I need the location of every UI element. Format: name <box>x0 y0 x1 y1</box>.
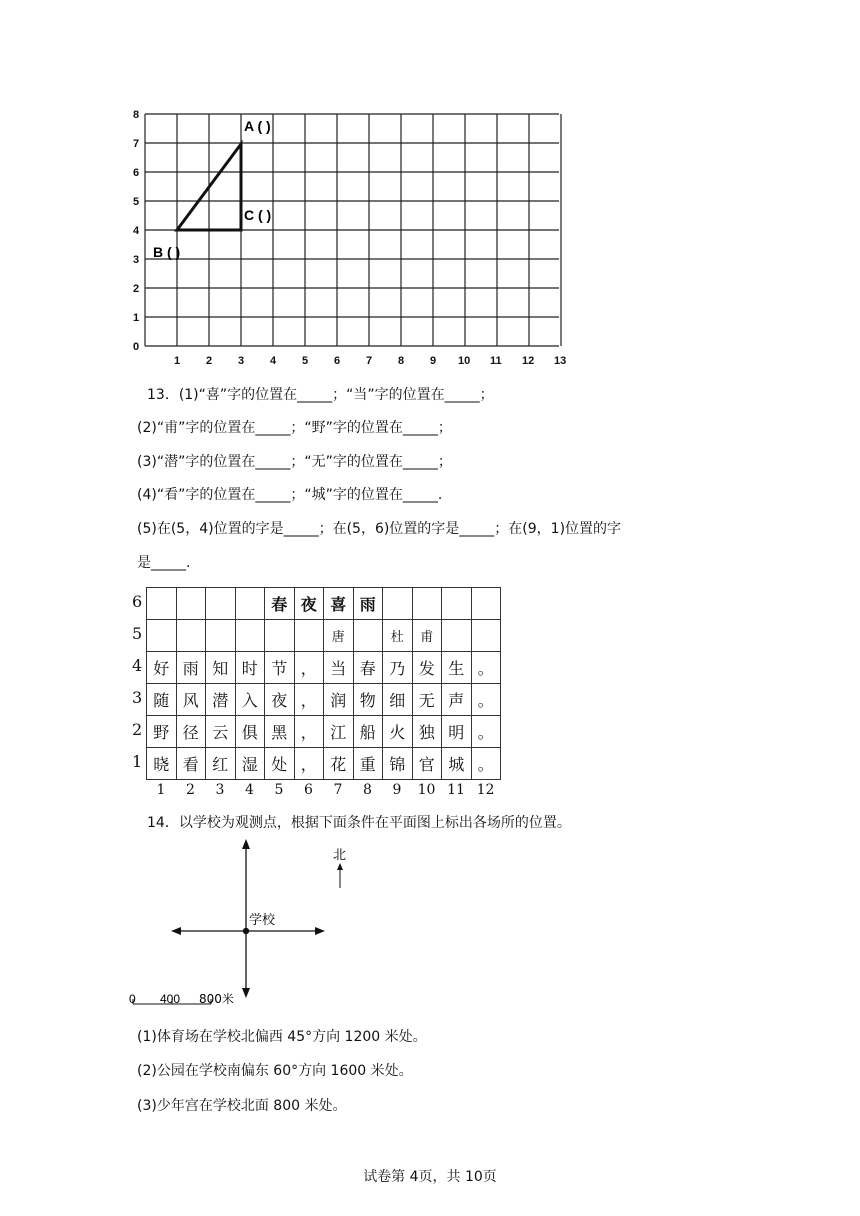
poem-cell: 喜 <box>324 588 354 620</box>
poem-cell: 好 <box>147 652 177 684</box>
poem-cell <box>471 620 501 652</box>
grid-x-tick-label: 8 <box>398 355 405 367</box>
poem-row-label: 2 <box>132 720 143 739</box>
poem-cell <box>353 620 383 652</box>
grid-x-tick-label: 6 <box>334 355 341 367</box>
poem-col-label: 2 <box>186 782 195 798</box>
poem-cell: 野 <box>147 716 177 748</box>
poem-cell: 雨 <box>176 652 206 684</box>
poem-cell: 。 <box>471 652 501 684</box>
poem-cell <box>235 620 265 652</box>
poem-row-label: 3 <box>132 688 143 707</box>
grid-y-tick-label: 2 <box>133 283 140 295</box>
q13-line3: (3)“潜”字的位置在_____；“无”字的位置在_____； <box>137 454 452 470</box>
poem-cell: 细 <box>383 684 413 716</box>
poem-cell: 径 <box>176 716 206 748</box>
poem-cell: 唐 <box>324 620 354 652</box>
page-footer: 试卷第 4页，共 10页 <box>363 1169 497 1185</box>
q14-line2: (2)公园在学校南偏东 60°方向 1600 米处。 <box>137 1063 413 1079</box>
poem-grid <box>146 587 501 780</box>
poem-cell: 无 <box>412 684 442 716</box>
poem-row-label: 4 <box>132 656 143 675</box>
scale-label-400: 400 <box>160 992 181 1006</box>
poem-cell: 晓 <box>147 748 177 780</box>
poem-col-label: 3 <box>215 782 225 798</box>
poem-cell: 火 <box>383 716 413 748</box>
poem-cell: 杜 <box>383 620 413 652</box>
poem-cell: 润 <box>324 684 354 716</box>
poem-cell <box>147 588 177 620</box>
poem-row <box>147 716 501 748</box>
poem-cell: 声 <box>442 684 472 716</box>
poem-row <box>147 620 501 652</box>
poem-col-label: 8 <box>363 782 372 798</box>
poem-cell: 生 <box>442 652 472 684</box>
poem-cell: 花 <box>324 748 354 780</box>
point-a-label: A ( ) <box>244 118 271 134</box>
poem-cell: 春 <box>353 652 383 684</box>
poem-cell: 城 <box>442 748 472 780</box>
grid-y-tick-label: 5 <box>133 196 140 208</box>
poem-cell: 明 <box>442 716 472 748</box>
q13-line4: (4)“看”字的位置在_____；“城”字的位置在_____. <box>137 487 443 503</box>
poem-cell: 春 <box>265 588 295 620</box>
q13-line2: (2)“甫”字的位置在_____；“野”字的位置在_____； <box>137 420 452 436</box>
poem-cell: 甫 <box>412 620 442 652</box>
direction-map <box>125 838 365 1010</box>
grid-x-tick-label: 10 <box>458 355 471 367</box>
q13-line1: 13．(1)“喜”字的位置在_____；“当”字的位置在_____； <box>147 387 494 403</box>
poem-cell: 夜 <box>265 684 295 716</box>
grid-y-tick-label: 7 <box>133 138 140 150</box>
poem-cell <box>442 588 472 620</box>
grid-x-tick-label: 3 <box>238 355 245 367</box>
poem-cell: 湿 <box>235 748 265 780</box>
poem-col-label: 9 <box>392 782 402 798</box>
poem-cell: 知 <box>206 652 236 684</box>
q14-title: 14．以学校为观测点，根据下面条件在平面图上标出各场所的位置。 <box>147 815 571 831</box>
scale-label-800: 800米 <box>199 992 234 1006</box>
poem-cell: 入 <box>235 684 265 716</box>
poem-cell: ， <box>294 748 324 780</box>
north-label: 北 <box>333 848 347 863</box>
poem-cell: 雨 <box>353 588 383 620</box>
poem-col-label: 7 <box>333 782 343 798</box>
q13-line6: 是_____. <box>137 555 191 571</box>
poem-row <box>147 652 501 684</box>
poem-cell: 独 <box>412 716 442 748</box>
poem-cell: 。 <box>471 684 501 716</box>
poem-cell: 乃 <box>383 652 413 684</box>
grid-x-tick-label: 7 <box>366 355 373 367</box>
grid-x-tick-label: 1 <box>174 355 181 367</box>
poem-row <box>147 748 501 780</box>
poem-cell: 当 <box>324 652 354 684</box>
poem-cell: 处 <box>265 748 295 780</box>
poem-cell: 发 <box>412 652 442 684</box>
poem-cell: 。 <box>471 748 501 780</box>
poem-row <box>147 684 501 716</box>
poem-cell <box>294 620 324 652</box>
poem-cell <box>206 588 236 620</box>
poem-cell: 船 <box>353 716 383 748</box>
poem-cell <box>471 588 501 620</box>
poem-cell <box>235 588 265 620</box>
poem-col-label: 4 <box>245 782 254 798</box>
poem-col-label: 10 <box>417 782 436 798</box>
poem-cell <box>442 620 472 652</box>
grid-x-tick-label: 12 <box>522 355 535 367</box>
poem-cell: 节 <box>265 652 295 684</box>
poem-col-label: 1 <box>156 782 166 798</box>
poem-cell: 重 <box>353 748 383 780</box>
poem-cell <box>412 588 442 620</box>
poem-cell: 。 <box>471 716 501 748</box>
poem-cell <box>206 620 236 652</box>
poem-cell: 俱 <box>235 716 265 748</box>
poem-cell: 随 <box>147 684 177 716</box>
q14-line1: (1)体育场在学校北偏西 45°方向 1200 米处。 <box>137 1029 427 1045</box>
school-label: 学校 <box>249 913 276 928</box>
poem-cell <box>176 588 206 620</box>
poem-cell: 云 <box>206 716 236 748</box>
poem-cell: 锦 <box>383 748 413 780</box>
poem-col-label: 12 <box>476 782 495 798</box>
grid-x-tick-label: 9 <box>430 355 437 367</box>
point-c-label: C ( ) <box>244 207 272 223</box>
poem-cell: 风 <box>176 684 206 716</box>
poem-col-label: 11 <box>447 782 465 798</box>
poem-col-label: 5 <box>274 782 284 798</box>
poem-cell: 黑 <box>265 716 295 748</box>
poem-cell: 潜 <box>206 684 236 716</box>
poem-row <box>147 588 501 620</box>
poem-cell: 官 <box>412 748 442 780</box>
poem-cell: 看 <box>176 748 206 780</box>
poem-row-label: 5 <box>132 624 143 643</box>
grid-x-tick-label: 2 <box>206 355 213 367</box>
scale-label-0: 0 <box>129 992 136 1006</box>
school-point <box>243 928 249 934</box>
poem-cell <box>147 620 177 652</box>
coordinate-grid <box>120 105 580 373</box>
poem-cell: 江 <box>324 716 354 748</box>
poem-cell: ， <box>294 684 324 716</box>
poem-cell: 物 <box>353 684 383 716</box>
poem-cell <box>265 620 295 652</box>
poem-row-label: 6 <box>132 592 143 611</box>
poem-cell: 夜 <box>294 588 324 620</box>
poem-row-label: 1 <box>132 752 143 771</box>
poem-cell: ， <box>294 652 324 684</box>
poem-cell: 时 <box>235 652 265 684</box>
poem-col-label: 6 <box>304 782 313 798</box>
grid-y-tick-label: 0 <box>133 341 140 353</box>
grid-y-tick-label: 4 <box>133 225 140 237</box>
grid-y-tick-label: 8 <box>133 109 140 121</box>
grid-x-tick-label: 4 <box>270 355 277 367</box>
point-b-label: B ( ) <box>153 244 181 260</box>
grid-x-tick-label: 11 <box>490 355 502 367</box>
q14-line3: (3)少年宫在学校北面 800 米处。 <box>137 1098 347 1114</box>
grid-x-tick-label: 5 <box>302 355 309 367</box>
poem-cell: 红 <box>206 748 236 780</box>
grid-y-tick-label: 3 <box>133 254 140 266</box>
poem-cell <box>383 588 413 620</box>
q13-line5: (5)在(5，4)位置的字是_____；在(5，6)位置的字是_____；在(9，1)位置的字 <box>137 521 622 537</box>
grid-x-tick-label: 13 <box>554 355 567 367</box>
poem-cell <box>176 620 206 652</box>
grid-y-tick-label: 6 <box>133 167 140 179</box>
poem-cell: ， <box>294 716 324 748</box>
grid-y-tick-label: 1 <box>133 312 140 324</box>
